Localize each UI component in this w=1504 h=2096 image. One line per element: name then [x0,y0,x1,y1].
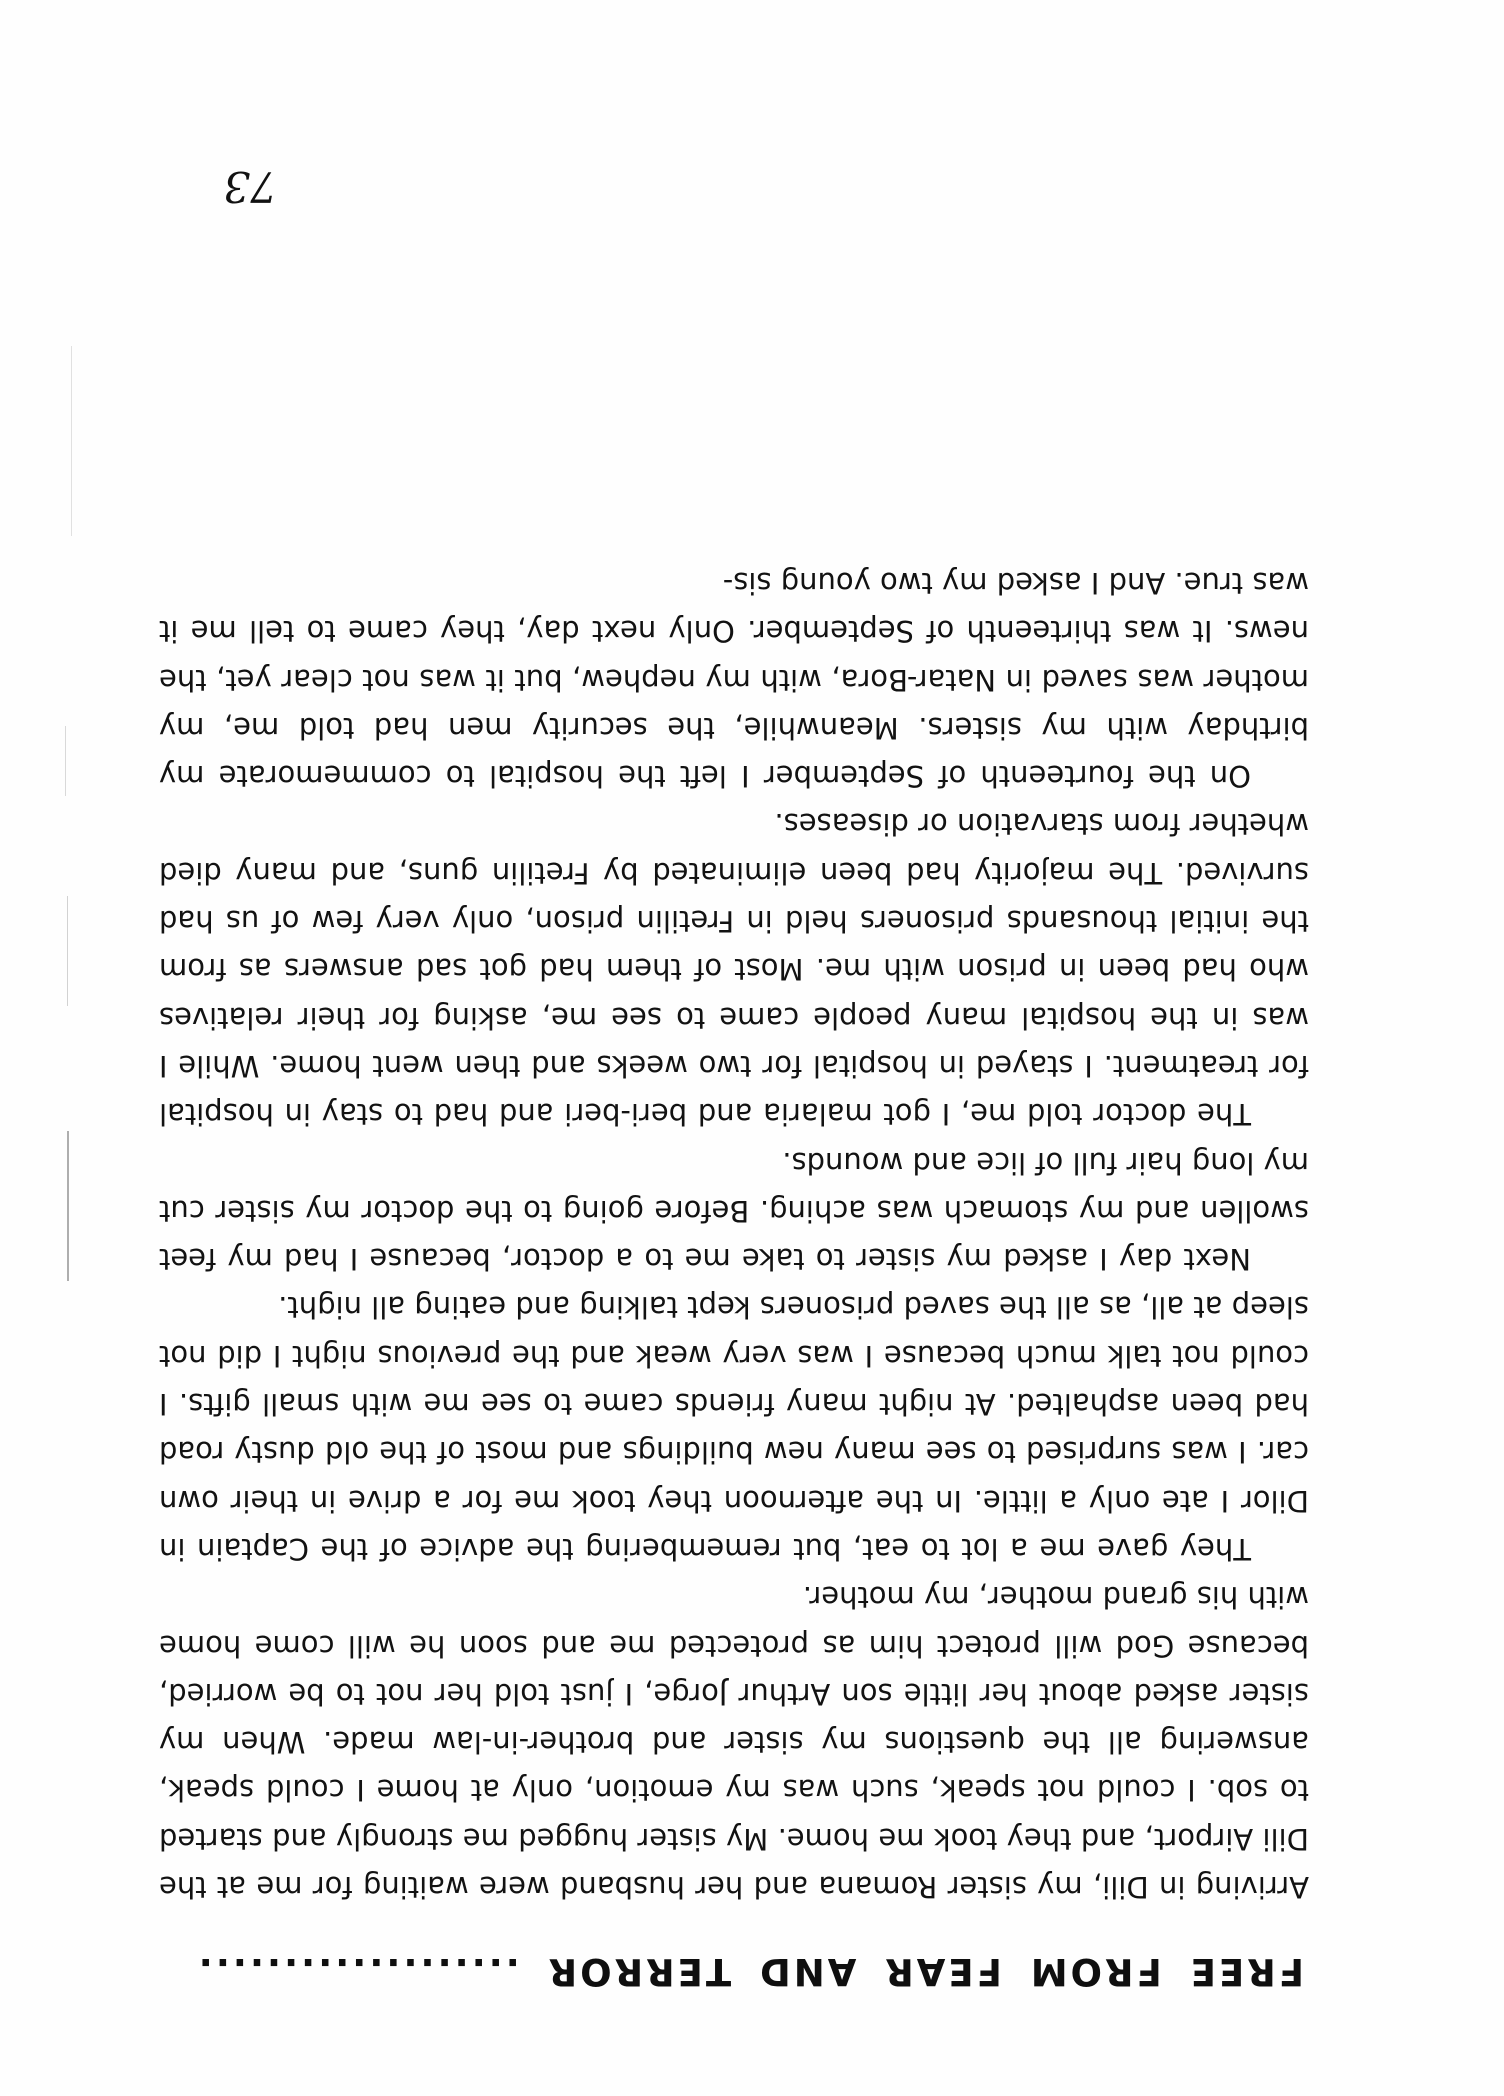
scan-artifact-mark [67,896,68,1006]
paragraph-5: On the fourteenth of September I left the hospital to commemorate my birthday with my sisters. Meanwhile, the security men had told me, my mother was saved in Natar-Bora, with my nephew, but it was not clear yet, the news. It was thirteenth of September. Only next day, they came to tell me it was true. And I asked my two young sis- [159,565,1309,794]
paragraph-1: Arriving in Dili, my sister Romana and her husband were waiting for me at the Dili Airport, and they took me home. My sister hugged me strongly and started to sob. I could not speak, such was my emotion, only at home I could speak, answering all the questions my sister and brother-in-law made. When my sister asked about her little son Arthur Jorge, I just told her not to be worried, because God will protect him as protected me and soon he will come home with his grand mother, my mother. [159,1580,1309,1904]
paragraph-3: Next day I asked my sister to take me to a doctor, because I had my feet swollen and my stomach was aching. Before going to the doctor my sister cut my long hair full of lice and wounds. [159,1145,1309,1277]
page-title: FREE FROM FEAR AND TERROR ................... [195,1950,1304,1993]
body-text [159,559,1309,1911]
page-number: 73 [223,162,277,211]
paragraph-2: They gave me a lot to eat, but remembering the advice of the Captain in Dilor I ate only a little. In the afternoon they took me for a drive in their own car. I was surprised to see many new buildings and most of the old dusty road had been asphalted. At night many friends came to see me with small gifts. I could not talk much because I was very weak and the previous night I did not sleep at all, as all the saved prisoners kept talking and eating all night. [159,1290,1309,1566]
scan-artifact-mark [67,1131,69,1281]
scan-artifact-mark [65,726,66,796]
scan-artifact-mark [71,346,72,536]
paragraph-4: The doctor told me, I got malaria and beri-beri and had to stay in hospital for treatment. I stayed in hospital for two weeks and then went home. While I was in the hospital many people came to see me, asking for their relatives who had been in prison with me. Most of them had got sad answers as from the initial thousands prisoners held in Fretilin prison, only very few of us had survived. The majority had been eliminated by Fretilin guns, and many died whether from starvation or diseases. [159,807,1309,1132]
